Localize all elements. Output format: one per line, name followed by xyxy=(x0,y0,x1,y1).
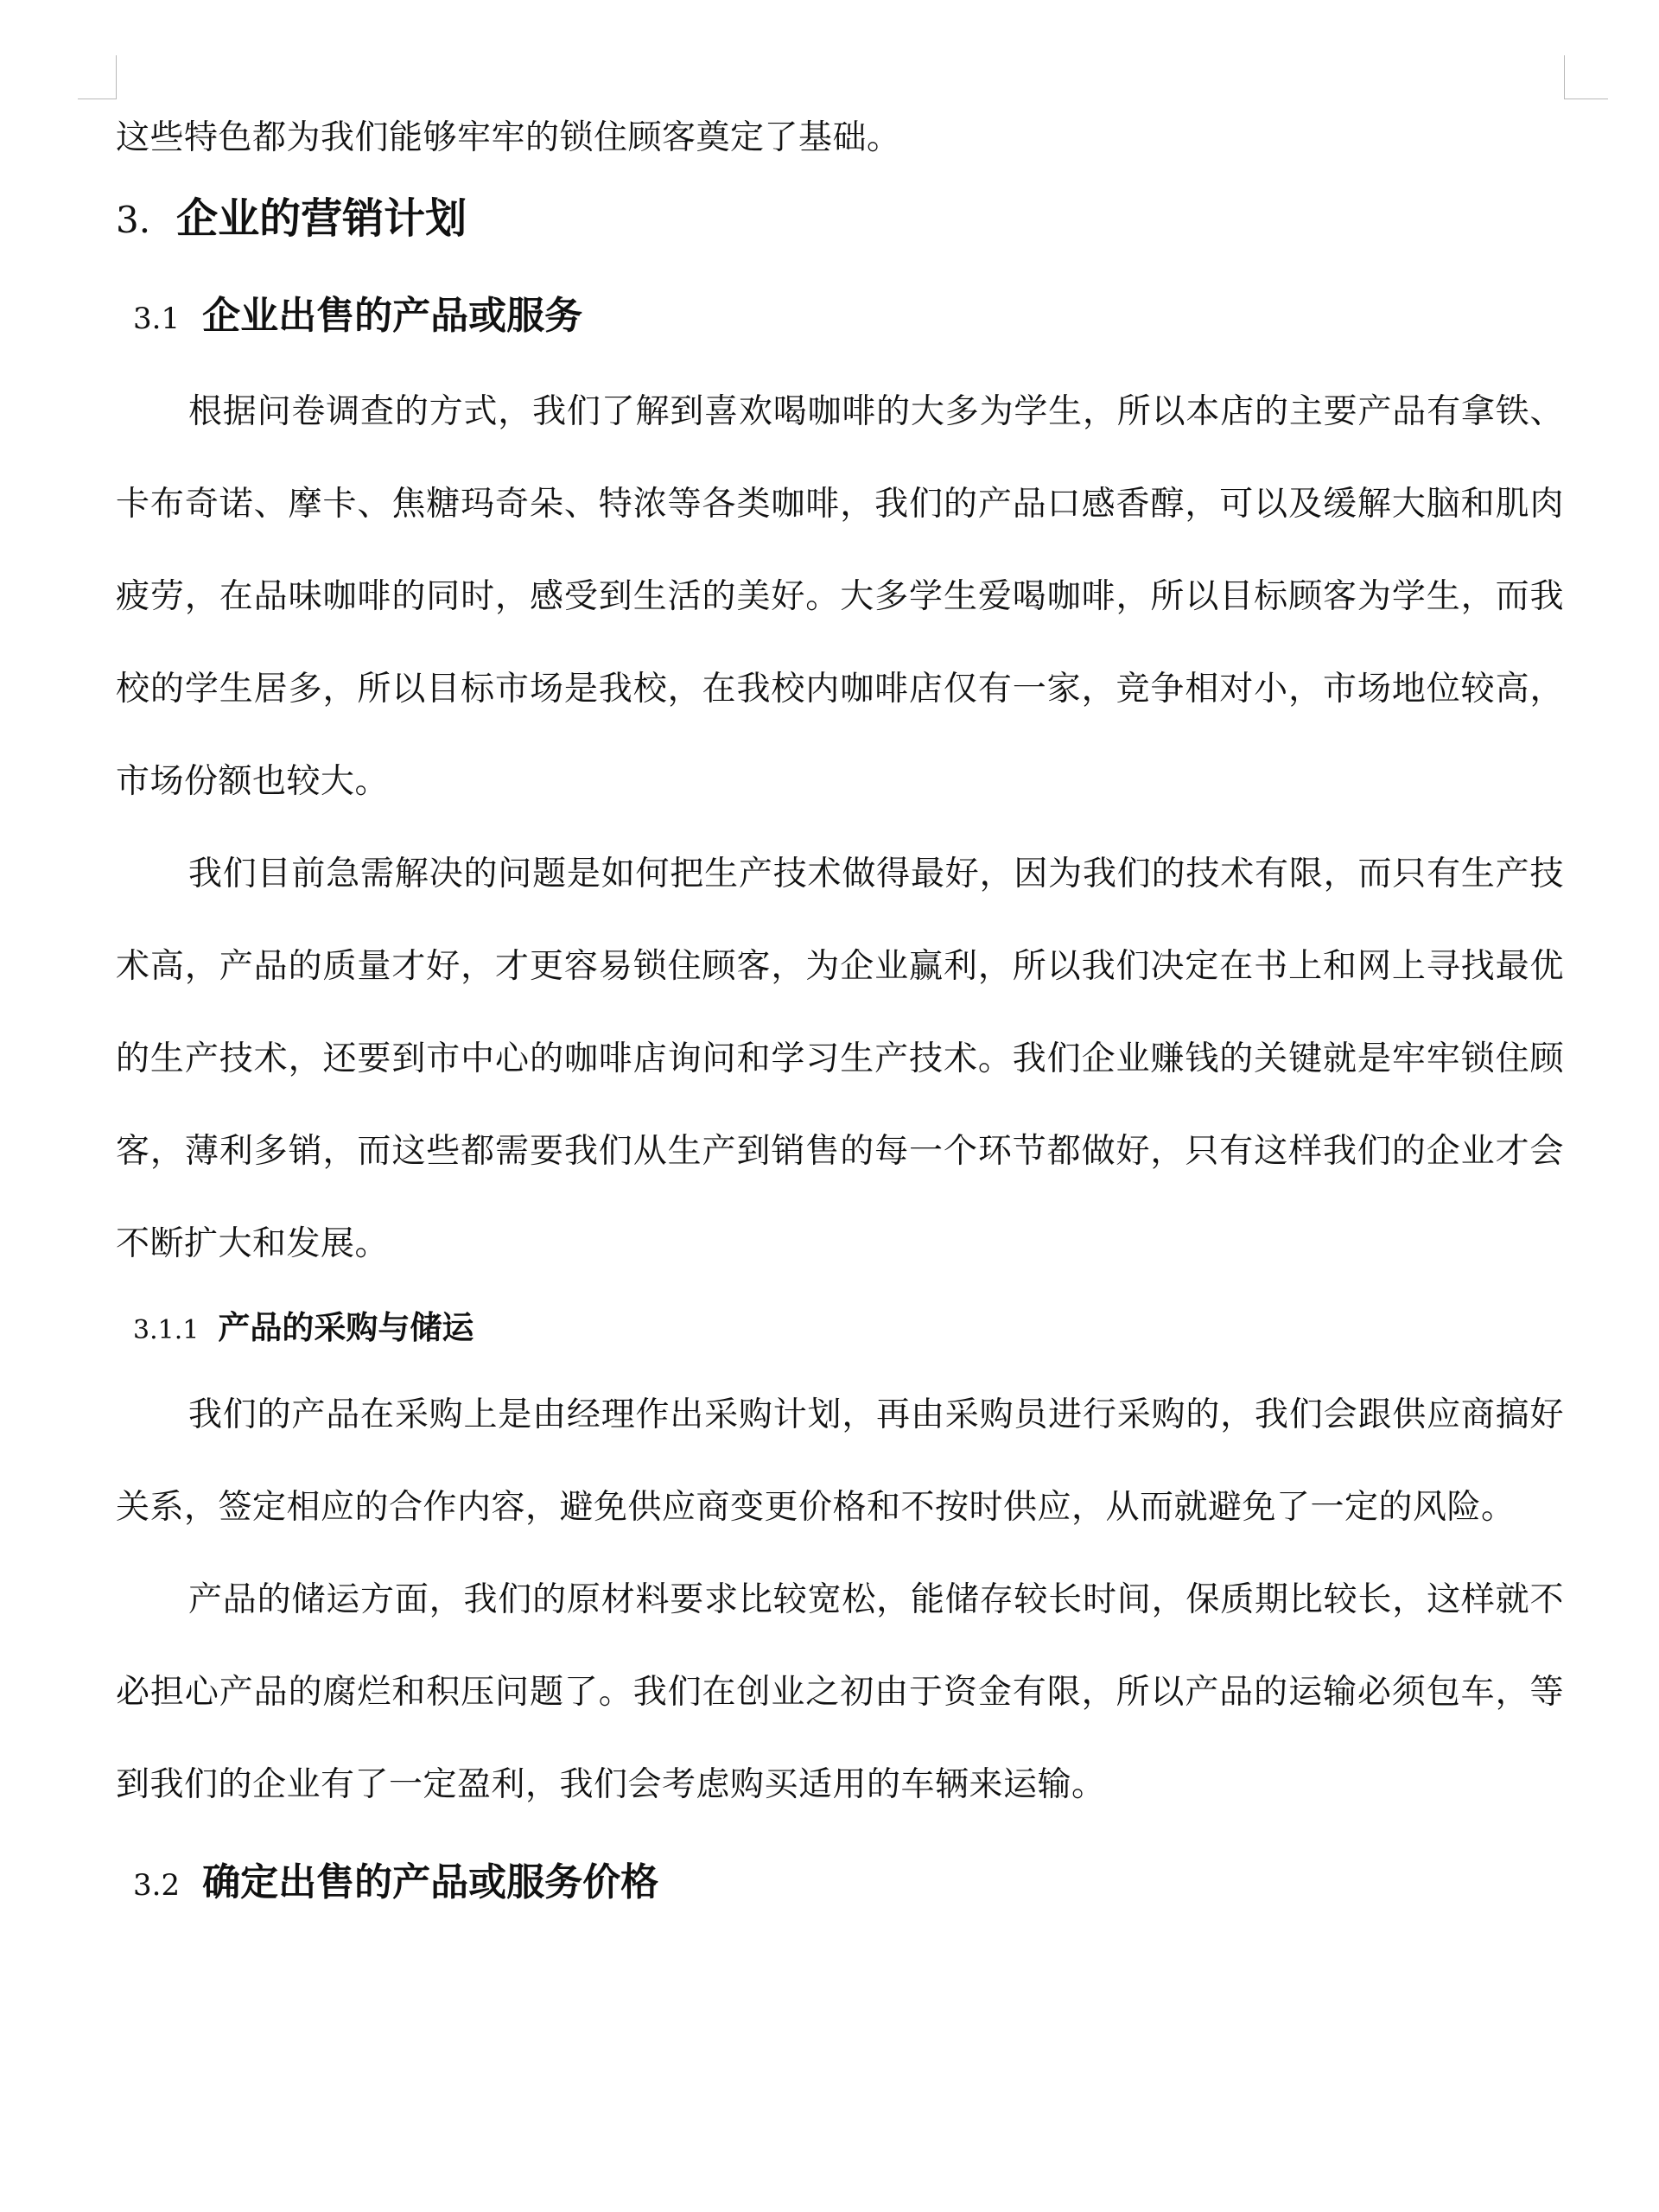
page-corner-mark-top-right xyxy=(1564,55,1608,99)
section-3-2-number: 3.2 xyxy=(133,1868,181,1903)
section-3-1-number: 3.1 xyxy=(133,302,181,336)
section-3-1-1-paragraph-2: 产品的储运方面，我们的原材料要求比较宽松，能储存较长时间，保质期比较长，这样就不必担心产品的腐烂和积压问题了。我们在创业之初由于资金有限，所以产品的运输必须包车，等到我们的企业有了一定盈利，我们会考虑购买适用的车辆来运输。 xyxy=(116,1580,1564,1804)
section-3-1-1-paragraph-1: 我们的产品在采购上是由经理作出采购计划，再由采购员进行采购的，我们会跟供应商搞好关系，签定相应的合作内容，避免供应商变更价格和不按时供应，从而就避免了一定的风险。 xyxy=(116,1395,1564,1527)
page-corner-mark-top-left xyxy=(78,55,117,99)
section-3-1-title: 企业出售的产品或服务 xyxy=(202,294,583,338)
section-3-1-1-heading xyxy=(133,1290,1564,1369)
section-3-1-paragraph-1: 根据问卷调查的方式，我们了解到喜欢喝咖啡的大多为学生，所以本店的主要产品有拿铁、卡布奇诺、摩卡、焦糖玛奇朵、特浓等各类咖啡，我们的产品口感香醇，可以及缓解大脑和肌肉疲劳，在品味咖啡的同时，感受到生活的美好。大多学生爱喝咖啡，所以目标顾客为学生，而我校的学生居多，所以目标市场是我校，在我校内咖啡店仅有一家，竞争相对小，市场地位较高，市场份额也较大。 xyxy=(116,392,1564,801)
section-3-2-title: 确定出售的产品或服务价格 xyxy=(202,1860,659,1904)
intro-paragraph: 这些特色都为我们能够牢牢的锁住顾客奠定了基础。 xyxy=(116,118,901,157)
section-3-heading xyxy=(116,180,1564,259)
section-3-1-1-number: 3.1.1 xyxy=(133,1315,200,1345)
section-3-number: 3. xyxy=(116,199,151,241)
section-3-2-heading xyxy=(133,1840,1564,1929)
section-3-1-paragraph-2: 我们目前急需解决的问题是如何把生产技术做得最好，因为我们的技术有限，而只有生产技术高，产品的质量才好，才更容易锁住顾客，为企业赢利，所以我们决定在书上和网上寻找最优的生产技术，还要到市中心的咖啡店询问和学习生产技术。我们企业赚钱的关键就是牢牢锁住顾客，薄利多销，而这些都需要我们从生产到销售的每一个环节都做好，只有这样我们的企业才会不断扩大和发展。 xyxy=(116,855,1564,1263)
document-page xyxy=(116,104,1564,1932)
section-3-1-heading xyxy=(133,273,1564,362)
section-3-title: 企业的营销计划 xyxy=(176,194,467,243)
section-3-1-1-title: 产品的采购与储运 xyxy=(218,1309,474,1346)
